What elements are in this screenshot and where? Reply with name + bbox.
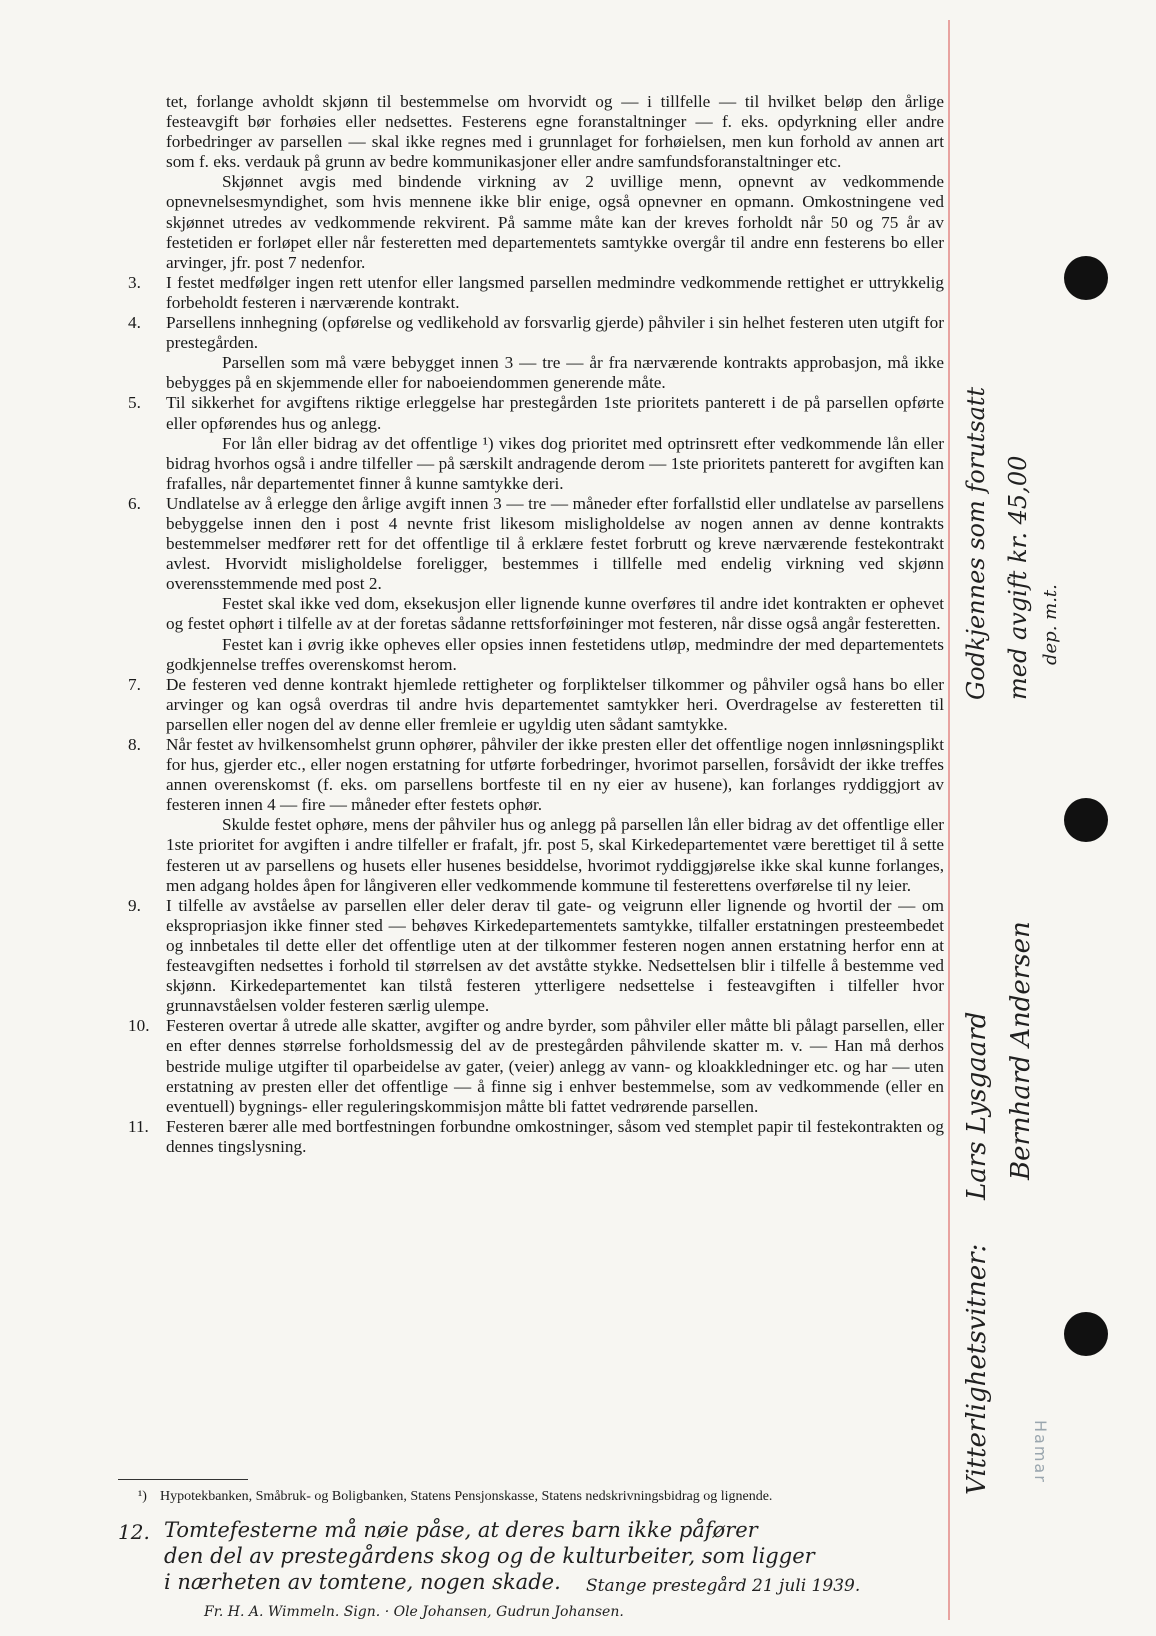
contract-text (128, 92, 944, 1157)
clause-number: 5. (128, 393, 141, 413)
handwritten-line: Tomtefesterne må nøie påse, at deres barn ikke påfører (164, 1518, 758, 1542)
punch-hole (1064, 1312, 1108, 1356)
clause-item (128, 393, 944, 433)
clause-number: 7. (128, 674, 141, 694)
place-and-date: Stange prestegård 21 juli 1939. (586, 1576, 861, 1596)
clause-list (128, 273, 944, 1157)
witness-signature: Bernhard Andersen (1006, 921, 1036, 1180)
footnote (138, 1488, 940, 1505)
clause-subparagraph: Parsellen som må være bebygget innen 3 — tre — år fra nærværende kontrakts approbasjon, må ikke bebygges på en skjemmende eller for naboeiendommen generende måte. (166, 353, 944, 393)
clause-item (128, 1016, 944, 1116)
footnote-mark: ¹) (138, 1489, 147, 1504)
clause-subparagraph: For lån eller bidrag av det offentlige ¹) vikes dog prioritet med optrinsrett efter vedkommende lån eller bidrag hvorhos også i andre tilfeller — på særskilt andragende derom — 1ste prioritets panterett for avgiften kan frafalles, når departementet finner å kunne samtykke deri. (166, 433, 944, 493)
clause-text: I festet medfølger ingen rett utenfor eller langsmed parsellen medmindre vedkommende rettighet er uttrykkelig forbeholdt festeren i nærværende kontrakt. (166, 272, 944, 312)
margin-note: Godkjennes som forutsatt (962, 386, 990, 700)
clause-item (128, 1117, 944, 1157)
intro-paragraph: Skjønnet avgis med bindende virkning av 2 uvillige menn, opnevnt av vedkommende opnevnelsesmyndighet, som hvis mennene ikke blir enige, også opnevner en opmann. Omkostningene ved skjønnet utredes av vedkommende rekvirent. På samme måte kan der kreves forholdt når 50 og 75 år av festetiden er forløpet eller når festeretten med departementets samtykke overgår til andre enn festerens bo eller arvinger, jfr. post 7 nedenfor. (166, 172, 944, 272)
clause-number: 9. (128, 895, 141, 915)
clause-number: 4. (128, 313, 141, 333)
handwritten-line: i nærheten av tomtene, nogen skade. (164, 1570, 561, 1594)
clause-item (128, 896, 944, 1017)
clause-text: Når festet av hvilkensomhelst grunn ophører, påhviler der ikke presten eller det offentlige nogen innløsningsplikt for hus, gjerder etc., eller nogen erstatning for utførte forbedringer, hvorimot parsellen, forsåvidt der ikke treffes annen overenskomst (f. eks. om parsellens bortfeste til en ny eier av husene), kan forlanges ryddiggjort av festeren innen 4 — fire — måneder efter festets ophør. (166, 735, 944, 815)
clause-item (128, 494, 944, 594)
clause-text: Parsellens innhegning (opførelse og vedlikehold av forsvarlig gjerde) påhviler i sin helhet festeren uten utgift for prestegården. (166, 313, 944, 353)
witness-label: Vitterlighetsvitner: (962, 1243, 992, 1495)
clause-text: Festeren bærer alle med bortfestningen forbundne omkostninger, såsom ved stemplet papir til festekontrakten og dennes tingslysning. (166, 1116, 944, 1156)
clause-number: 10. (128, 1016, 150, 1036)
margin-note: med avgift kr. 45,00 (1004, 455, 1032, 700)
handwritten-item-number: 12. (118, 1520, 150, 1544)
punch-hole (1064, 798, 1108, 842)
clause-number: 6. (128, 493, 141, 513)
clause-number: 3. (128, 272, 141, 292)
margin-note: dep. m.t. (1040, 584, 1061, 665)
clause-number: 8. (128, 735, 141, 754)
footnote-text: Hypotekbanken, Småbruk- og Boligbanken, Statens Pensjonskasse, Statens nedskrivningsbidrag og lignende. (160, 1489, 773, 1504)
signatures: Fr. H. A. Wimmeln. Sign. · Ole Johansen, Gudrun Johansen. (204, 1604, 624, 1620)
clause-subparagraph: Skulde festet ophøre, mens der påhviler hus og anlegg på parsellen lån eller bidrag av det offentlige eller 1ste prioritet for avgiften i andre tilfeller er frafalt, jfr. post 5, skal Kirkedepartementet være berettiget til å sette festeren ut av parsellens og husets eller husenes besiddelse, hvorimot ryddiggjørelse ikke skal kunne forlanges, men adgang holdes åpen for långiveren eller vedkommende kommune til festerettens overførelse til ny leier. (166, 815, 944, 895)
faded-stamp: Hamar (1031, 1420, 1050, 1484)
punch-hole (1064, 256, 1108, 300)
clause-subparagraph: Festet skal ikke ved dom, eksekusjon eller lignende kunne overføres til andre idet kontrakten er ophevet og festet ophørt i tilfelle av at der foretas sådanne rettsforføininger mot festeren, når disse også angår festeretten. (166, 594, 944, 634)
clause-number: 11. (128, 1116, 149, 1136)
clause-item (128, 273, 944, 313)
margin-rule (948, 20, 950, 1620)
intro-paragraph: tet, forlange avholdt skjønn til bestemmelse om hvorvidt og — i tillfelle — til hvilket beløp den årlige festeavgift bør forhøies eller nedsettes. Festerens egne foranstaltninger — f. eks. opdyrkning eller andre forbedringer av parsellen — skal ikke regnes med i grunnlaget for forhøielsen, men kun forhold av annen art som f. eks. verdauk på grunn av bedre kommunikasjoner eller andre samfundsforanstaltninger etc. (166, 92, 944, 172)
clause-item (128, 735, 944, 815)
witness-signature: Lars Lysgaard (962, 1011, 992, 1200)
clause-subparagraph: Festet kan i øvrig ikke opheves eller opsies innen festetidens utløp, medmindre der med departementets godkjennelse treffes overenskomst herom. (166, 634, 944, 674)
clause-text: Til sikkerhet for avgiftens riktige erleggelse har prestegården 1ste prioritets panterett i de på parsellen opførte eller opførendes hus og anlegg. (166, 393, 944, 433)
clause-text: Festeren overtar å utrede alle skatter, avgifter og andre byrder, som påhviler eller måtte bli pålagt parsellen, eller en efter dennes størrelse forholdsmessig del av de prestegården påhvilende skatter m. v. — Han må derhos bestride mulige utgifter til oparbeidelse av gater, (veier) anlegg av vann- og kloakkledninger etc. og har — uten erstatning av presten eller det offentlige — å finne sig i enhver bestemmelse, som av vedkommende (eller en eventuell) bygnings- eller reguleringskommisjon måtte bli fattet vedrørende parsellen. (166, 1016, 944, 1116)
handwritten-line: den del av prestegårdens skog og de kulturbeiter, som ligger (164, 1544, 815, 1568)
clause-item (128, 313, 944, 353)
clause-text: I tilfelle av avståelse av parsellen eller deler derav til gate- og veigrunn eller lignende og hvortil der — om ekspropriasjon ikke finner sted — behøves Kirkedepartementets samtykke, tilfaller erstatningen presteembedet og innbetales til dette eller det offentlige uten at der tilkommer festeren nogen annen erstatning herfor enn at festeavgiften nedsettes i forhold til størrelsen av det avståtte stykke. Nedsettelsen blir i tilfelle å bestemme ved skjønn. Kirkedepartementet kan tilstå festeren ytterligere nedsettelse i festeavgiften i tilfeller hvor grunnavståelsen volder festeren særlig ulempe. (166, 895, 944, 1016)
footnote-rule (118, 1479, 248, 1480)
clause-text: Undlatelse av å erlegge den årlige avgift innen 3 — tre — måneder efter forfallstid eller undlatelse av parsellens bebyggelse innen den i post 4 nevnte frist likesom misligholdelse av nogen annen av denne kontrakts bestemmelser medfører rett for det offentlige til å erklære festet forbrutt og kreve nærværende festekontrakt avlest. Hvorvidt misligholdelse foreligger, bestemmes i tillfelle med endelig virkning ved skjønn overensstemmende med post 2. (166, 493, 944, 594)
clause-item (128, 675, 944, 735)
clause-text: De festeren ved denne kontrakt hjemlede rettigheter og forpliktelser tilkommer og påhviler også hans bo eller arvinger og kan også overdras til andre hvis departementet samtykker heri. Overdragelse av festeretten til parsellen eller nogen del av denne eller fremleie er ugyldig uten sådant samtykke. (166, 674, 944, 734)
